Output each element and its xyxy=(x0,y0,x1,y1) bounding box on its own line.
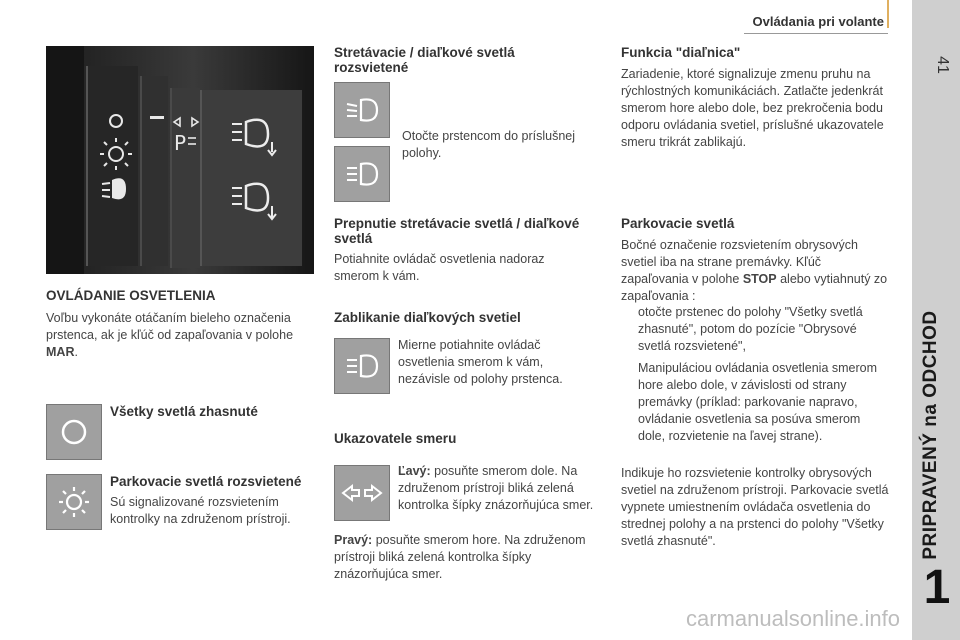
parking-text: Sú signalizované rozsvietením kontrolky na združenom prístroji. xyxy=(110,495,291,526)
header-accent xyxy=(887,0,889,28)
parking-bullet-2: Manipuláciou ovládania osvetlenia smerom hore alebo dole, v závislosti od strany premávky (príklad: parkovanie napravo, ovládanie osvetlenia sa posúva smerom dole, rozvietenie na ľavej strane). xyxy=(638,361,878,443)
lane-change-text: Zariadenie, ktoré signalizuje zmenu pruhu na rýchlostných komunikáciách. Zatlačte jedenkrát smerom hore alebo dole, bez prekročenia bodu odporu ovládania svetiel, príslušné ukazovatele smeru trikrát zablikajú. xyxy=(621,67,884,149)
park-text-2: alebo vytiahnutý zo zapaľovania : xyxy=(621,272,888,303)
high-beam-icon xyxy=(335,339,389,393)
dipped-icon-box xyxy=(334,82,390,138)
light-stalk-illustration xyxy=(46,46,314,274)
headlight-icon xyxy=(335,83,389,137)
lane-change-title: Funkcia "diaľnica" xyxy=(621,45,741,60)
left-label: Ľavý: xyxy=(398,464,431,478)
flash-icon-box xyxy=(334,338,390,394)
svg-text:P: P xyxy=(174,131,187,155)
right-indicator-text xyxy=(334,532,598,583)
park-stop-key: STOP xyxy=(742,272,777,286)
header-rule xyxy=(744,33,888,34)
intro-end: . xyxy=(74,345,78,359)
high-beam-icon xyxy=(335,147,389,201)
section-title-lighting: OVLÁDANIE OSVETLENIA xyxy=(46,288,216,303)
page-header-title: Ovládania pri volante xyxy=(752,14,884,29)
lighting-intro xyxy=(46,310,318,361)
parking-title: Parkovacie svetlá rozsvietené xyxy=(110,474,302,489)
chapter-title: PRIPRAVENÝ na ODCHOD xyxy=(920,310,941,560)
intro-mar-key: MAR xyxy=(46,345,75,359)
switch-beam-text: Potiahnite ovládač osvetlenia nadoraz smerom k vám. xyxy=(334,252,545,283)
left-text: posuňte smerom dole. Na združenom prístroji bliká zelená kontrolka šípky znázorňujúca smer. xyxy=(398,464,594,512)
flash-title: Zablikanie diaľkových svetiel xyxy=(334,310,521,325)
all-off-title: Všetky svetlá zhasnuté xyxy=(110,404,258,419)
right-text: posuňte smerom hore. Na združenom prístroji bliká zelená kontrolka šípky znázorňujúca smer. xyxy=(334,533,586,581)
park-text-1: Bočné označenie rozsvietením obrysových svetiel iba na strane premávky. Kľúč zapaľovania v polohe xyxy=(621,238,858,286)
flash-text: Mierne potiahnite ovládač osvetlenia smerom k vám, nezávisle od polohy prstenca. xyxy=(398,338,563,386)
parking-lights-title: Parkovacie svetlá xyxy=(621,216,735,231)
parking-bullet-1: otočte prstenec do polohy "Všetky svetlá zhasnuté", potom do pozície "Obrysové svetlá rozsvietené", xyxy=(638,305,863,353)
indicators-icon-box xyxy=(334,465,390,521)
parking-closing-text: Indikuje ho rozsvietenie kontrolky obrysových svetiel na združenom prístroji. Parkovacie svetlá vypnete umiestnením ovládača osvetlenia do strednej polohy a na prstenci do polohy "Všetky svetlá zhasnuté". xyxy=(621,466,889,548)
sidelight-sun-icon xyxy=(47,475,101,529)
right-label: Pravý: xyxy=(334,533,373,547)
high-beam-icon-box xyxy=(334,146,390,202)
dipped-beam-text: Otočte prstencom do príslušnej polohy. xyxy=(402,129,575,160)
switch-beam-title: Prepnutie stretávacie svetlá / diaľkové svetlá xyxy=(334,216,580,246)
left-indicator-text xyxy=(398,463,598,514)
turn-arrows-icon xyxy=(335,466,389,520)
watermark: carmanualsonline.info xyxy=(686,606,901,631)
chapter-number: 1 xyxy=(923,561,951,614)
parking-icon-box xyxy=(46,474,102,530)
dipped-beam-title: Stretávacie / diaľkové svetlá rozsvietené xyxy=(334,45,515,75)
page-number: 41 xyxy=(934,56,951,74)
parking-lights-text xyxy=(621,237,889,305)
all-off-icon-box xyxy=(46,404,102,460)
indicators-title: Ukazovatele smeru xyxy=(334,431,457,446)
intro-text: Voľbu vykonáte otáčaním bieleho označenia prstenca, ak je kľúč od zapaľovania v polohe xyxy=(46,311,294,342)
light-stalk-photo xyxy=(46,46,314,274)
circle-off-icon xyxy=(47,405,101,459)
